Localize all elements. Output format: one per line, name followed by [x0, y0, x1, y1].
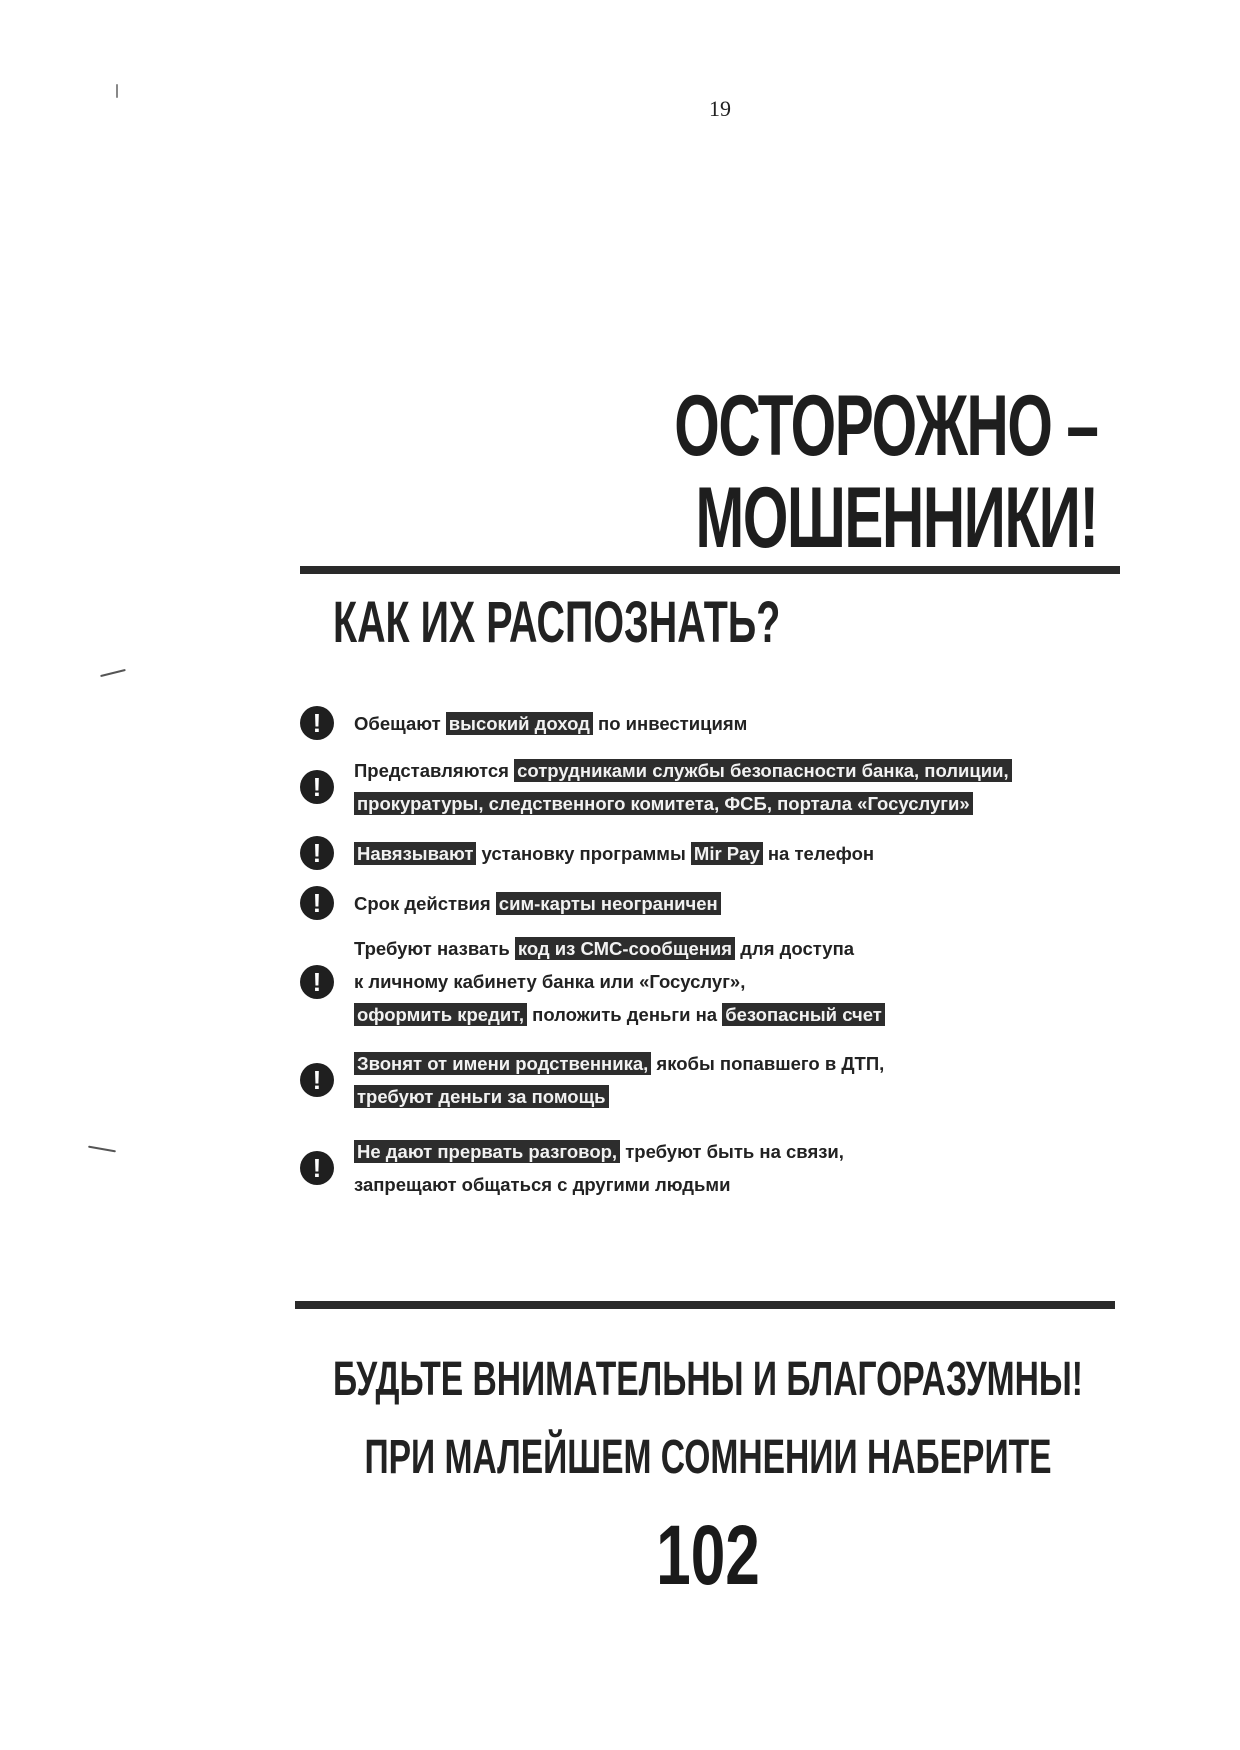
- exclamation-icon: !: [300, 1063, 334, 1097]
- warning-text: [354, 837, 874, 870]
- warning-segment: Представляются: [354, 760, 515, 781]
- scan-artifact: [88, 1146, 116, 1153]
- warning-highlight: сим-карты неограничен: [496, 892, 721, 915]
- exclamation-icon: !: [300, 770, 334, 804]
- warning-highlight: Mir Pay: [691, 842, 763, 865]
- warning-segment: Срок действия: [354, 892, 496, 914]
- warning-segment: положить деньги на: [527, 1004, 723, 1025]
- warning-item: [300, 1047, 1160, 1113]
- exclamation-icon: !: [300, 886, 334, 920]
- warning-line: [354, 787, 1012, 820]
- warning-highlight: требуют деньги за помощь: [354, 1085, 609, 1108]
- warning-highlight: код из СМС-сообщения: [515, 937, 735, 960]
- call-to-action-line-1: БУДЬТЕ ВНИМАТЕЛЬНЫ И БЛАГОРАЗУМНЫ!: [332, 1353, 1083, 1406]
- warning-segment: Требуют назвать: [354, 938, 515, 959]
- section-subtitle: КАК ИХ РАСПОЗНАТЬ?: [333, 590, 781, 655]
- scan-artifact: [116, 84, 118, 98]
- warning-segment: требуют быть на связи,: [620, 1141, 844, 1162]
- warning-line: [354, 1168, 844, 1201]
- warning-line: [354, 754, 1012, 787]
- main-title-line-2: МОШЕННИКИ!: [695, 470, 1098, 566]
- warning-item: [300, 836, 1160, 870]
- warning-item: [300, 932, 1160, 1031]
- warning-item: [300, 886, 1160, 920]
- warning-item: [300, 754, 1160, 820]
- warning-highlight: оформить кредит,: [354, 1003, 527, 1026]
- warning-highlight: Звонят от имени родственника,: [354, 1052, 651, 1075]
- warning-item: [300, 706, 1160, 740]
- exclamation-icon: !: [300, 836, 334, 870]
- warning-line: [354, 1047, 884, 1080]
- warning-text: [354, 887, 721, 920]
- warning-highlight: безопасный счет: [722, 1003, 885, 1026]
- warning-highlight: Навязывают: [354, 842, 476, 865]
- warning-segment: якобы попавшего в ДТП,: [651, 1053, 885, 1074]
- warning-text: [354, 932, 885, 1031]
- exclamation-icon: !: [300, 1151, 334, 1185]
- warning-line: [354, 932, 885, 965]
- main-title-line-1: ОСТОРОЖНО –: [674, 378, 1098, 474]
- warning-highlight: Не дают прервать разговор,: [354, 1140, 620, 1163]
- warning-segment: по инвестициям: [592, 712, 748, 734]
- warning-text: [354, 707, 747, 740]
- page-number: 19: [709, 96, 731, 121]
- warning-text: [354, 754, 1012, 820]
- warning-line: [354, 998, 885, 1031]
- bottom-divider: [295, 1301, 1115, 1309]
- warning-highlight: прокуратуры, следственного комитета, ФСБ, портала «Госуслуги»: [354, 792, 973, 815]
- warning-line: [354, 965, 885, 998]
- exclamation-icon: !: [300, 706, 334, 740]
- warning-line: [354, 1135, 844, 1168]
- main-title: [675, 380, 1098, 564]
- warning-segment: к личному кабинету банка или «Госуслуг»,: [354, 971, 746, 992]
- warning-text: [354, 1047, 884, 1113]
- warning-item: [300, 1135, 1160, 1201]
- warning-segment: на телефон: [762, 842, 875, 864]
- top-divider: [300, 566, 1120, 574]
- warning-line: [354, 837, 874, 870]
- emergency-phone-number: 102: [656, 1508, 760, 1602]
- warning-line: [354, 707, 747, 740]
- warning-highlight: сотрудниками службы безопасности банка, полиции,: [514, 759, 1012, 782]
- warning-highlight: высокий доход: [446, 712, 593, 735]
- exclamation-icon: !: [300, 965, 334, 999]
- warning-segment: запрещают общаться с другими людьми: [354, 1174, 731, 1195]
- warning-line: [354, 1080, 884, 1113]
- warning-segment: для доступа: [735, 938, 855, 959]
- scan-artifact: [100, 669, 126, 677]
- warning-segment: установку программы: [476, 842, 691, 864]
- warning-segment: Обещают: [354, 712, 446, 734]
- warning-list: [300, 706, 1160, 1221]
- warning-line: [354, 887, 721, 920]
- warning-text: [354, 1135, 844, 1201]
- call-to-action-line-2: ПРИ МАЛЕЙШЕМ СОМНЕНИИ НАБЕРИТЕ: [364, 1431, 1052, 1484]
